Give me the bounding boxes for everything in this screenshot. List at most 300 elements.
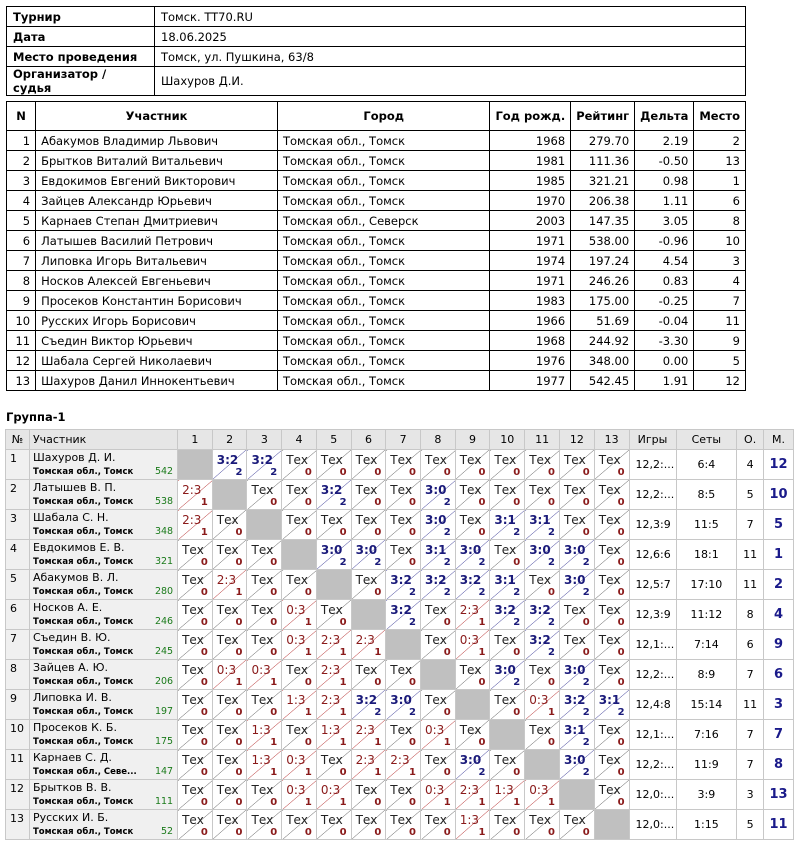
participant-cell: 1976: [490, 351, 571, 371]
match-score: 0:3: [216, 663, 237, 677]
match-points: 0: [304, 467, 312, 478]
match-cell: [316, 750, 351, 780]
match-points: 1: [200, 497, 208, 508]
participant-cell: 11: [694, 311, 746, 331]
row-number: 5: [6, 570, 30, 600]
participant-cell: 1970: [490, 191, 571, 211]
match-points: 0: [235, 557, 243, 568]
match-cell: [212, 720, 247, 750]
place-cell: 1: [764, 540, 794, 570]
participant-cell: Томская обл., Томск: [277, 291, 489, 311]
player-name: Русских И. Б.: [32, 811, 109, 824]
match-cell: [421, 630, 456, 660]
match-cell: [386, 750, 421, 780]
match-score: Тех: [286, 813, 309, 827]
col-opponent-header: 9: [455, 430, 490, 450]
match-score: 1:3: [320, 723, 341, 737]
match-score: 3:2: [320, 483, 343, 497]
match-score: Тех: [459, 483, 482, 497]
match-score: 2:3: [320, 693, 341, 707]
match-points: 2: [582, 767, 590, 778]
match-score: Тех: [563, 483, 586, 497]
match-points: 2: [374, 557, 382, 568]
match-cell: [525, 660, 560, 690]
participant-cell: 10: [694, 231, 746, 251]
match-cell: [282, 630, 317, 660]
info-key: Организатор / судья: [7, 67, 155, 96]
match-points: 1: [270, 767, 278, 778]
match-score: 2:3: [320, 633, 341, 647]
match-cell: [525, 630, 560, 660]
player-name: Евдокимов Е. В.: [32, 541, 125, 554]
match-score: Тех: [390, 783, 413, 797]
games-cell: 12,6:6: [629, 540, 676, 570]
info-row: [7, 47, 746, 67]
match-points: 0: [617, 587, 625, 598]
match-cell: [351, 450, 386, 480]
place-cell: 9: [764, 630, 794, 660]
participant-cell: 8: [7, 271, 36, 291]
participant-row: [7, 231, 746, 251]
match-points: 2: [513, 617, 521, 628]
participant-cell: Шахуров Данил Иннокентьевич: [36, 371, 278, 391]
match-cell: [421, 810, 456, 840]
player-city: Томская обл., Томск: [32, 617, 134, 627]
info-key: Дата: [7, 27, 155, 47]
self-cell: [490, 720, 525, 750]
match-score: 3:2: [425, 573, 447, 587]
participant-cell: 1.11: [635, 191, 694, 211]
match-cell: [282, 480, 317, 510]
match-score: 2:3: [459, 603, 480, 617]
match-points: 0: [617, 617, 625, 628]
match-points: 0: [617, 647, 625, 658]
match-score: 0:3: [251, 663, 271, 677]
participant-cell: Липовка Игорь Витальевич: [36, 251, 278, 271]
match-cell: [594, 660, 629, 690]
match-score: 1:3: [459, 813, 480, 827]
participant-cell: 197.24: [571, 251, 635, 271]
match-points: 0: [513, 767, 521, 778]
participant-row: [7, 291, 746, 311]
player-rating: 542: [154, 466, 174, 477]
player-cell: [29, 690, 177, 720]
player-rating: 52: [160, 826, 174, 837]
points-cell: 5: [737, 480, 764, 510]
place-cell: 10: [764, 480, 794, 510]
participant-cell: Томская обл., Томск: [277, 191, 489, 211]
player-name: Носков А. Е.: [32, 601, 103, 614]
match-cell: [351, 630, 386, 660]
match-cell: [594, 720, 629, 750]
participant-cell: Томская обл., Северск: [277, 211, 489, 231]
match-score: Тех: [598, 483, 621, 497]
player-name: Съедин В. Ю.: [32, 631, 111, 644]
match-points: 0: [200, 737, 208, 748]
match-score: 3:0: [425, 483, 447, 497]
player-name: Просеков К. Б.: [32, 721, 117, 734]
sets-cell: 7:14: [676, 630, 737, 660]
match-points: 1: [478, 617, 486, 628]
match-points: 2: [409, 617, 416, 628]
match-score: Тех: [355, 573, 378, 587]
match-points: 0: [270, 497, 278, 508]
participant-cell: 13: [694, 151, 746, 171]
match-points: 2: [582, 557, 590, 568]
match-cell: [490, 570, 525, 600]
match-points: 0: [374, 467, 382, 478]
match-points: 0: [513, 497, 521, 508]
match-score: Тех: [320, 603, 343, 617]
player-name: Латышев В. П.: [32, 481, 117, 494]
match-points: 0: [409, 677, 416, 688]
match-score: 3:1: [598, 693, 621, 707]
match-cell: [490, 510, 525, 540]
match-score: Тех: [563, 813, 586, 827]
match-points: 0: [548, 827, 555, 838]
place-cell: 2: [764, 570, 794, 600]
match-score: 2:3: [216, 573, 237, 587]
match-cell: [316, 810, 351, 840]
match-points: 0: [339, 767, 347, 778]
player-rating: 280: [154, 586, 174, 597]
match-points: 0: [270, 827, 278, 838]
col-opponent-header: 5: [316, 430, 351, 450]
player-cell: [29, 630, 177, 660]
match-points: 2: [339, 557, 347, 568]
match-cell: [559, 570, 594, 600]
sets-cell: 1:15: [676, 810, 737, 840]
match-score: Тех: [216, 693, 239, 707]
match-points: 0: [443, 467, 451, 478]
points-cell: 7: [737, 510, 764, 540]
participant-cell: 9: [694, 331, 746, 351]
match-points: 0: [443, 827, 451, 838]
participant-cell: 1983: [490, 291, 571, 311]
row-number: 2: [6, 480, 30, 510]
player-rating: 206: [154, 676, 174, 687]
match-cell: [559, 750, 594, 780]
participant-row: [7, 191, 746, 211]
match-cell: [594, 540, 629, 570]
match-score: 2:3: [459, 783, 480, 797]
participant-cell: 7: [694, 291, 746, 311]
match-points: 0: [478, 527, 486, 538]
self-cell: [525, 750, 560, 780]
sets-cell: 8:9: [676, 660, 737, 690]
match-cell: [421, 480, 456, 510]
match-points: 1: [443, 797, 451, 808]
match-points: 0: [235, 767, 243, 778]
match-points: 0: [235, 647, 243, 658]
match-score: Тех: [182, 633, 204, 647]
match-score: Тех: [182, 813, 204, 827]
match-points: 1: [548, 707, 555, 718]
participant-cell: 206.38: [571, 191, 635, 211]
match-score: Тех: [598, 513, 621, 527]
participants-header: Город: [277, 102, 489, 131]
match-cell: [490, 660, 525, 690]
match-cell: [421, 570, 456, 600]
row-number: 7: [6, 630, 30, 660]
match-cell: [178, 690, 213, 720]
match-points: 1: [478, 647, 486, 658]
col-opponent-header: 11: [525, 430, 560, 450]
match-cell: [525, 600, 560, 630]
match-score: Тех: [459, 513, 482, 527]
match-cell: [247, 750, 282, 780]
match-score: 3:2: [459, 573, 482, 587]
participant-cell: 1: [7, 131, 36, 151]
match-cell: [247, 720, 282, 750]
sets-cell: 15:14: [676, 690, 737, 720]
match-score: 3:2: [390, 573, 412, 587]
match-cell: [178, 720, 213, 750]
participant-cell: 51.69: [571, 311, 635, 331]
match-points: 0: [235, 707, 243, 718]
points-cell: 11: [737, 690, 764, 720]
participant-cell: 1971: [490, 231, 571, 251]
match-points: 0: [478, 467, 486, 478]
match-points: 0: [304, 527, 312, 538]
player-cell: [29, 480, 177, 510]
self-cell: [282, 540, 317, 570]
match-cell: [282, 750, 317, 780]
match-cell: [559, 690, 594, 720]
match-score: Тех: [182, 693, 204, 707]
match-score: Тех: [529, 483, 552, 497]
group-row: [6, 780, 794, 810]
player-city: Томская обл., Томск: [32, 647, 134, 657]
match-cell: [178, 630, 213, 660]
match-score: Тех: [182, 603, 204, 617]
match-points: 0: [200, 617, 208, 628]
match-points: 0: [443, 617, 451, 628]
group-row: [6, 540, 794, 570]
match-cell: [178, 510, 213, 540]
sets-cell: 7:16: [676, 720, 737, 750]
match-points: 0: [235, 797, 243, 808]
match-cell: [316, 540, 351, 570]
match-cell: [386, 570, 421, 600]
col-num-header: №: [6, 430, 30, 450]
match-cell: [282, 720, 317, 750]
info-key: Место проведения: [7, 47, 155, 67]
player-city: Томская обл., Томск: [32, 677, 134, 687]
match-points: 1: [200, 527, 208, 538]
info-value: Томск. TT70.RU: [155, 7, 746, 27]
match-points: 0: [200, 707, 208, 718]
match-score: Тех: [182, 783, 204, 797]
match-points: 0: [478, 737, 486, 748]
match-score: Тех: [320, 753, 343, 767]
match-points: 0: [270, 557, 278, 568]
participant-row: [7, 331, 746, 351]
match-score: 3:0: [494, 663, 516, 677]
participant-row: [7, 271, 746, 291]
player-rating: 348: [154, 526, 174, 537]
player-city: Томская обл., Томск: [32, 707, 134, 717]
games-cell: 12,2:...: [629, 480, 676, 510]
player-cell: [29, 750, 177, 780]
player-rating: 538: [154, 496, 174, 507]
match-points: 0: [409, 527, 416, 538]
sets-cell: 3:9: [676, 780, 737, 810]
match-score: Тех: [598, 783, 621, 797]
match-score: Тех: [216, 813, 239, 827]
participant-row: [7, 351, 746, 371]
match-score: 3:2: [563, 693, 586, 707]
match-cell: [594, 780, 629, 810]
match-points: 0: [478, 677, 486, 688]
match-score: Тех: [216, 543, 239, 557]
place-cell: 5: [764, 510, 794, 540]
match-score: 0:3: [425, 783, 445, 797]
match-points: 0: [478, 497, 486, 508]
match-points: 0: [374, 797, 382, 808]
match-cell: [212, 540, 247, 570]
match-score: Тех: [563, 633, 586, 647]
points-cell: 8: [737, 600, 764, 630]
info-value: 18.06.2025: [155, 27, 746, 47]
match-points: 2: [409, 707, 416, 718]
match-points: 2: [513, 527, 521, 538]
row-number: 10: [6, 720, 30, 750]
participant-cell: 1.91: [635, 371, 694, 391]
match-score: Тех: [598, 723, 621, 737]
match-points: 0: [409, 737, 416, 748]
match-cell: [178, 780, 213, 810]
match-points: 0: [200, 767, 208, 778]
match-score: Тех: [529, 663, 552, 677]
match-score: 0:3: [286, 633, 306, 647]
player-cell: [29, 810, 177, 840]
participant-cell: 244.92: [571, 331, 635, 351]
match-points: 2: [513, 587, 521, 598]
match-points: 0: [617, 467, 625, 478]
match-cell: [559, 450, 594, 480]
player-name: Абакумов В. Л.: [32, 571, 119, 584]
group-row: [6, 810, 794, 840]
participant-cell: Томская обл., Томск: [277, 331, 489, 351]
match-score: 3:1: [425, 543, 447, 557]
match-points: 1: [374, 737, 382, 748]
points-cell: 11: [737, 570, 764, 600]
match-points: 0: [200, 827, 208, 838]
match-score: 0:3: [459, 633, 480, 647]
row-number: 8: [6, 660, 30, 690]
match-points: 2: [582, 707, 590, 718]
player-city: Томская обл., Томск: [32, 497, 134, 507]
match-score: 3:2: [390, 603, 412, 617]
games-cell: 12,2:...: [629, 660, 676, 690]
match-cell: [247, 780, 282, 810]
match-score: Тех: [598, 603, 621, 617]
games-cell: 12,0:...: [629, 780, 676, 810]
match-score: 2:3: [355, 723, 375, 737]
participant-cell: -0.50: [635, 151, 694, 171]
match-cell: [247, 600, 282, 630]
participant-cell: Брытков Виталий Витальевич: [36, 151, 278, 171]
match-score: Тех: [182, 723, 204, 737]
match-score: Тех: [598, 633, 621, 647]
participant-cell: 0.98: [635, 171, 694, 191]
col-points-header: О.: [737, 430, 764, 450]
match-score: Тех: [286, 663, 309, 677]
self-cell: [594, 810, 629, 840]
match-cell: [351, 660, 386, 690]
match-points: 0: [374, 527, 382, 538]
match-points: 2: [548, 647, 555, 658]
match-score: Тех: [425, 753, 447, 767]
participant-cell: -0.04: [635, 311, 694, 331]
match-points: 0: [582, 527, 590, 538]
match-points: 1: [304, 617, 312, 628]
participant-row: [7, 131, 746, 151]
match-points: 1: [235, 677, 243, 688]
match-score: Тех: [216, 783, 239, 797]
match-score: Тех: [425, 453, 447, 467]
match-score: Тех: [598, 453, 621, 467]
info-row: [7, 7, 746, 27]
match-score: 0:3: [320, 783, 341, 797]
match-points: 1: [270, 677, 278, 688]
match-points: 1: [478, 797, 486, 808]
match-score: Тех: [494, 543, 517, 557]
participant-cell: -0.96: [635, 231, 694, 251]
match-cell: [351, 570, 386, 600]
participant-cell: Карнаев Степан Дмитриевич: [36, 211, 278, 231]
group-title: Группа-1: [6, 410, 66, 424]
match-cell: [525, 570, 560, 600]
match-cell: [386, 600, 421, 630]
match-score: 3:2: [251, 453, 273, 467]
participant-cell: 1968: [490, 131, 571, 151]
match-score: Тех: [286, 573, 309, 587]
match-points: 2: [443, 497, 451, 508]
match-score: Тех: [320, 813, 343, 827]
match-cell: [525, 450, 560, 480]
match-points: 0: [235, 617, 243, 628]
participants-header: Год рожд.: [490, 102, 571, 131]
participant-row: [7, 151, 746, 171]
participants-header: N: [7, 102, 36, 131]
match-cell: [559, 630, 594, 660]
match-cell: [455, 600, 490, 630]
match-score: 3:0: [459, 753, 482, 767]
participant-cell: 175.00: [571, 291, 635, 311]
match-cell: [316, 510, 351, 540]
match-score: 3:0: [563, 573, 586, 587]
col-opponent-header: 3: [247, 430, 282, 450]
match-score: Тех: [598, 543, 621, 557]
match-points: 0: [339, 527, 347, 538]
match-points: 2: [409, 587, 416, 598]
participant-cell: Томская обл., Томск: [277, 251, 489, 271]
match-score: Тех: [320, 513, 343, 527]
match-cell: [178, 480, 213, 510]
participant-row: [7, 251, 746, 271]
match-score: Тех: [494, 453, 517, 467]
player-cell: [29, 780, 177, 810]
match-score: 3:0: [563, 753, 586, 767]
match-score: Тех: [390, 813, 413, 827]
match-points: 0: [582, 467, 590, 478]
match-points: 1: [409, 767, 416, 778]
match-points: 0: [548, 497, 555, 508]
match-cell: [455, 540, 490, 570]
match-cell: [559, 660, 594, 690]
